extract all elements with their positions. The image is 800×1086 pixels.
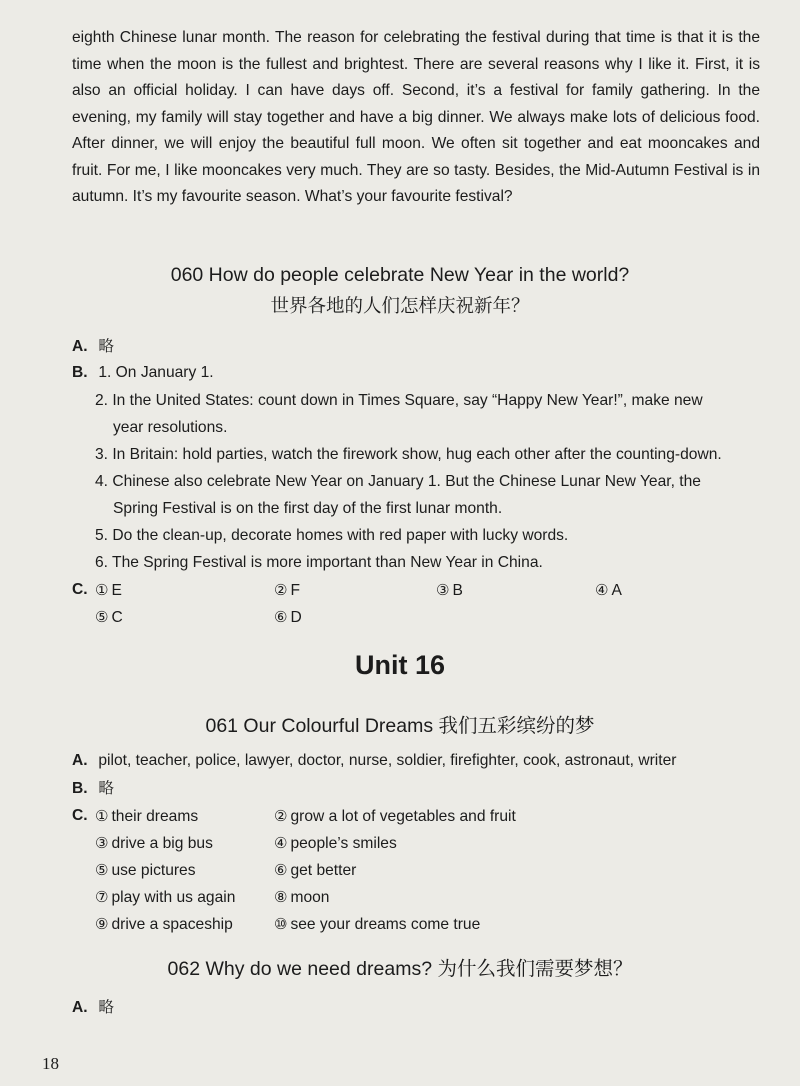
c-answer-4 bbox=[595, 579, 622, 602]
b-item-4: 4. Chinese also celebrate New Year on January 1. But the Chinese Lunar New Year, the bbox=[95, 473, 701, 490]
c-answer-7 bbox=[95, 886, 235, 909]
circled-number: ⑧ bbox=[274, 888, 288, 906]
circled-number: ② bbox=[274, 807, 288, 825]
circled-number: ⑨ bbox=[95, 915, 109, 933]
c-answer-1 bbox=[95, 579, 122, 602]
c-answer-5 bbox=[95, 859, 196, 882]
answer-value: drive a big bus bbox=[111, 835, 213, 852]
b-item-2: 2. In the United States: count down in Times Square, say “Happy New Year!”, make new bbox=[95, 392, 703, 409]
section-060-answer-a bbox=[72, 336, 114, 358]
b-item-1: 1. On January 1. bbox=[98, 364, 214, 381]
c-answer-2 bbox=[274, 805, 516, 828]
answer-a-text: pilot, teacher, police, lawyer, doctor, nurse, soldier, firefighter, cook, astronaut, writer bbox=[98, 752, 677, 769]
answer-value: A bbox=[611, 582, 622, 599]
label-a: A. bbox=[72, 338, 88, 355]
section-060-title: 060 How do people celebrate New Year in the world? bbox=[170, 264, 630, 286]
answer-value: see your dreams come true bbox=[290, 916, 481, 933]
c-answer-4 bbox=[274, 832, 397, 855]
section-061-answer-a bbox=[72, 750, 676, 772]
b-item-3: 3. In Britain: hold parties, watch the firework show, hug each other after the counting-down. bbox=[95, 446, 722, 463]
answer-value: drive a spaceship bbox=[111, 916, 233, 933]
circled-number: ③ bbox=[95, 834, 109, 852]
answer-value: E bbox=[111, 582, 122, 599]
answer-value: play with us again bbox=[111, 889, 236, 906]
circled-number: ① bbox=[95, 581, 109, 599]
b-item-5: 5. Do the clean-up, decorate homes with red paper with lucky words. bbox=[95, 527, 569, 544]
label-c: C. bbox=[72, 807, 88, 824]
section-060-title-cn: 世界各地的人们怎样庆祝新年？ bbox=[270, 295, 530, 316]
circled-number: ⑩ bbox=[274, 915, 288, 933]
answer-value: moon bbox=[290, 889, 330, 906]
circled-number: ② bbox=[274, 581, 288, 599]
circled-number: ③ bbox=[436, 581, 450, 599]
answer-value: F bbox=[290, 582, 300, 599]
circled-number: ⑥ bbox=[274, 608, 288, 626]
answer-value: get better bbox=[290, 862, 357, 879]
c-answer-6 bbox=[274, 606, 302, 629]
c-answer-8 bbox=[274, 886, 329, 909]
circled-number: ⑤ bbox=[95, 861, 109, 879]
label-b: B. bbox=[72, 780, 88, 797]
page-number: 18 bbox=[42, 1054, 59, 1073]
label-a: A. bbox=[72, 752, 88, 769]
answer-value: C bbox=[111, 609, 123, 626]
circled-number: ④ bbox=[595, 581, 609, 599]
c-answer-5 bbox=[95, 606, 123, 629]
answer-value: D bbox=[290, 609, 302, 626]
answer-value: people’s smiles bbox=[290, 835, 397, 852]
label-b: B. bbox=[72, 364, 88, 381]
section-061-title: 061 Our Colourful Dreams 我们五彩缤纷的梦 bbox=[205, 715, 595, 737]
answer-a-text: 略 bbox=[98, 338, 114, 355]
circled-number: ④ bbox=[274, 834, 288, 852]
circled-number: ⑦ bbox=[95, 888, 109, 906]
label-c-060 bbox=[72, 579, 88, 601]
answer-value: use pictures bbox=[111, 862, 196, 879]
answer-a-text: 略 bbox=[98, 999, 114, 1016]
answer-value: B bbox=[452, 582, 463, 599]
b-item-2-cont: year resolutions. bbox=[113, 419, 228, 436]
answer-b-text: 略 bbox=[98, 780, 114, 797]
unit-title: Unit 16 bbox=[354, 650, 446, 680]
c-answer-3 bbox=[95, 832, 213, 855]
label-c: C. bbox=[72, 581, 88, 598]
b-item-4-cont: Spring Festival is on the first day of the first lunar month. bbox=[113, 500, 503, 517]
section-060-answer-b bbox=[72, 362, 214, 384]
section-061-answer-b bbox=[72, 778, 114, 800]
circled-number: ⑥ bbox=[274, 861, 288, 879]
c-answer-10 bbox=[274, 913, 480, 936]
c-answer-2 bbox=[274, 579, 300, 602]
circled-number: ① bbox=[95, 807, 109, 825]
c-answer-9 bbox=[95, 913, 233, 936]
c-answer-1 bbox=[95, 805, 198, 828]
intro-paragraph: eighth Chinese lunar month. The reason for celebrating the festival during that time is that it is the time when the moon is the fullest and brightest. There are several reasons why I like it. First, it is also an official holiday. I can have days off. Second, it’s a festival for family gathering. In the evening, my family will stay together and have a big dinner. We always make lots of delicious food. After dinner, we will enjoy the beautiful full moon. We often sit together and eat mooncakes and fruit. For me, I like mooncakes very much. They are so tasty. Besides, the Mid-Autumn Festival is in autumn. It’s my favourite season. What’s your favourite festival? bbox=[72, 29, 760, 205]
section-062-title: 062 Why do we need dreams? 为什么我们需要梦想？ bbox=[167, 958, 633, 980]
c-answer-6 bbox=[274, 859, 356, 882]
answer-value: grow a lot of vegetables and fruit bbox=[290, 808, 516, 825]
label-a: A. bbox=[72, 999, 88, 1016]
label-c-061 bbox=[72, 805, 88, 827]
section-062-answer-a bbox=[72, 997, 114, 1019]
c-answer-3 bbox=[436, 579, 463, 602]
answer-value: their dreams bbox=[111, 808, 199, 825]
circled-number: ⑤ bbox=[95, 608, 109, 626]
b-item-6: 6. The Spring Festival is more important than New Year in China. bbox=[95, 554, 543, 571]
